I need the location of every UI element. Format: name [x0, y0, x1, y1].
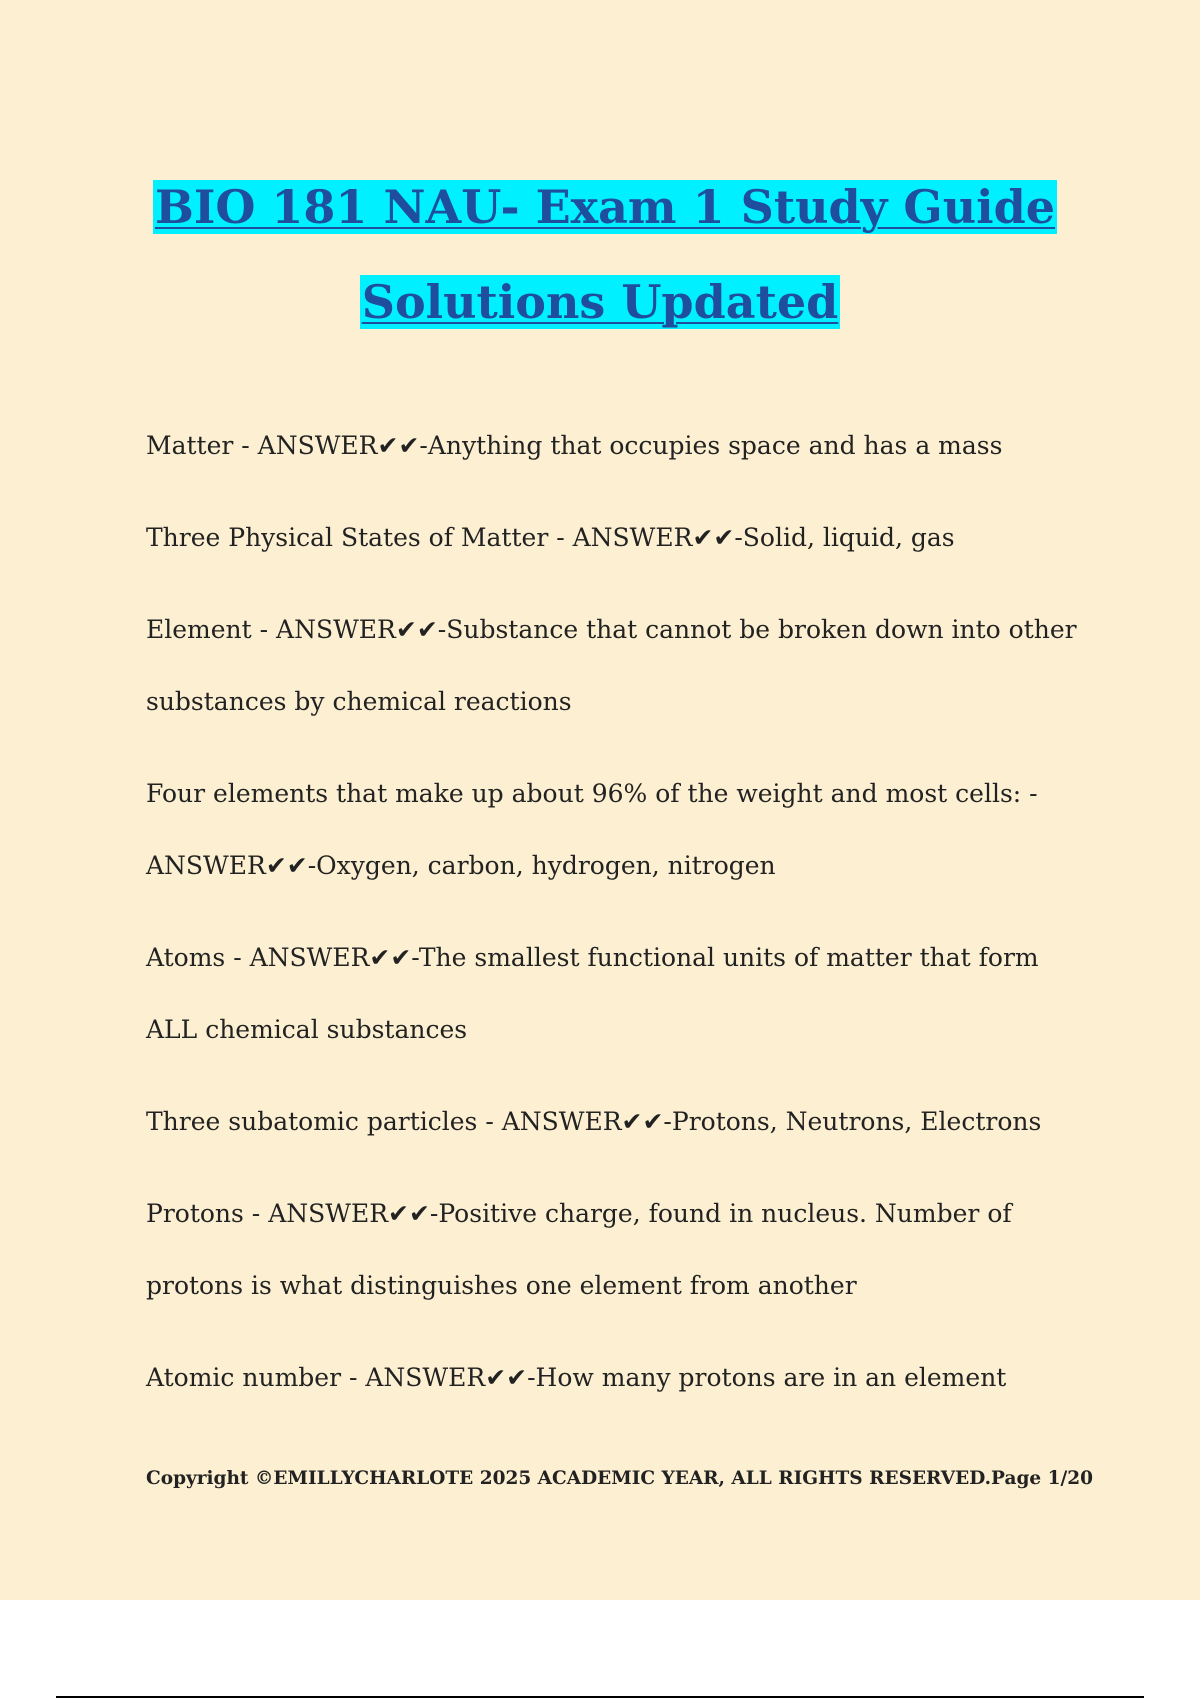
qa-term: Four elements that make up about 96% of the weight and most cells: [146, 779, 1022, 808]
qa-answer: Protons, Neutrons, Electrons [671, 1107, 1042, 1136]
document-title [0, 160, 1200, 350]
copyright-text: Copyright ©EMILLYCHARLOTE 2025 ACADEMIC YEAR, ALL RIGHTS RESERVED. [146, 1468, 992, 1489]
title-line-2 [0, 255, 1200, 350]
qa-entry-atoms [146, 922, 1086, 1066]
answer-marker: - ANSWER✔✔- [233, 431, 428, 460]
qa-answer: How many protons are in an element [535, 1363, 1007, 1392]
bottom-divider [56, 1696, 1144, 1698]
title-text-2: Solutions Updated [361, 275, 839, 329]
qa-entry-protons [146, 1178, 1086, 1322]
answer-marker: - ANSWER✔✔- [341, 1363, 536, 1392]
page-number: Page 1/20 [991, 1468, 1093, 1489]
qa-term: Matter [146, 431, 234, 460]
qa-answer: Substance that cannot be broken down into other substances by chemical reactions [146, 615, 1077, 716]
qa-answer: Positive charge, found in nucleus. Number of protons is what distinguishes one element from another [146, 1199, 1012, 1300]
qa-list [146, 430, 1086, 1434]
qa-entry-atomic-number [146, 1342, 1086, 1414]
qa-answer: Anything that occupies space and has a mass [427, 431, 1003, 460]
qa-entry-four-elements [146, 758, 1086, 902]
qa-answer: Solid, liquid, gas [742, 523, 955, 552]
qa-term: Element [146, 615, 252, 644]
qa-term: Three Physical States of Matter [146, 523, 549, 552]
qa-term: Atomic number [146, 1363, 342, 1392]
answer-marker: - ANSWER✔✔- [146, 779, 1038, 880]
answer-marker: - ANSWER✔✔- [243, 1199, 439, 1228]
answer-marker: - ANSWER✔✔- [548, 523, 743, 552]
answer-marker: - ANSWER✔✔- [251, 615, 447, 644]
qa-entry-states-of-matter [146, 502, 1086, 574]
qa-entry-subatomic-particles [146, 1086, 1086, 1158]
qa-term: Protons [146, 1199, 244, 1228]
answer-marker: - ANSWER✔✔- [477, 1107, 672, 1136]
answer-marker: - ANSWER✔✔- [225, 943, 419, 972]
qa-entry-matter [146, 410, 1086, 482]
qa-term: Atoms [146, 943, 226, 972]
qa-entry-element [146, 594, 1086, 738]
qa-answer: The smallest functional units of matter that form ALL chemical substances [146, 943, 1039, 1044]
title-line-1 [0, 160, 1200, 255]
page-footer [146, 1468, 1093, 1489]
qa-term: Three subatomic particles [146, 1107, 478, 1136]
qa-answer: Oxygen, carbon, hydrogen, nitrogen [316, 851, 776, 880]
title-text-1: BIO 181 NAU- Exam 1 Study Guide [154, 180, 1056, 234]
